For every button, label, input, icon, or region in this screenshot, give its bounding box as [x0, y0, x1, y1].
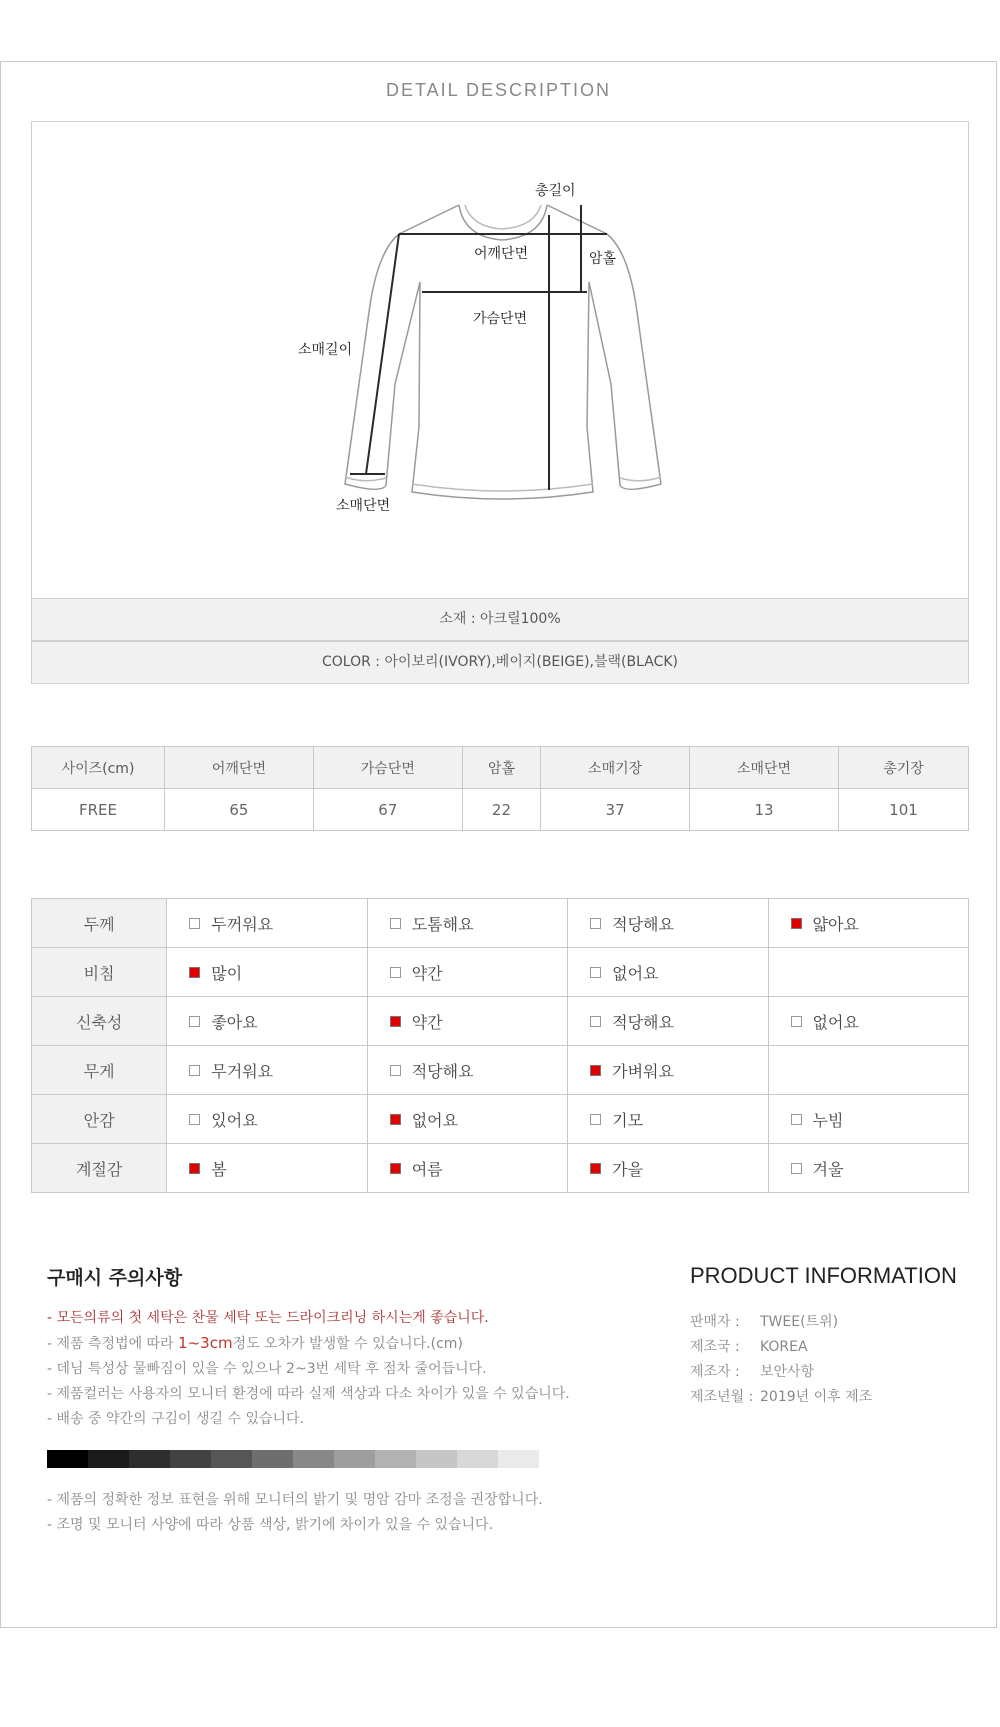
- feature-option: [167, 1095, 367, 1144]
- notice-line: - 데님 특성상 물빠짐이 있을 수 있으나 2~3번 세탁 후 점차 줄어듭니다.: [47, 1361, 487, 1377]
- size-cell: FREE: [32, 789, 165, 831]
- feature-option: [167, 997, 367, 1046]
- size-cell: 101: [839, 789, 969, 831]
- feature-option: [167, 899, 367, 948]
- feature-label: 비침: [32, 948, 167, 997]
- notice-title: 구매시 주의사항: [47, 1267, 183, 1289]
- notice-line: - 모든의류의 첫 세탁은 찬물 세탁 또는 드라이크리닝 하시는게 좋습니다.: [47, 1310, 489, 1326]
- checked-box-icon: [390, 1114, 401, 1125]
- feature-option: [367, 1046, 567, 1095]
- gray-swatch: [129, 1450, 170, 1468]
- feature-option: [167, 1144, 367, 1193]
- table-row: [32, 997, 969, 1046]
- feature-option: [768, 997, 968, 1046]
- feature-option-label: 없어요: [612, 963, 659, 983]
- info-key: 제조년월 :: [690, 1389, 754, 1405]
- sweater-diagram: [32, 122, 968, 598]
- notice-line: [47, 1331, 570, 1357]
- feature-option-label: 적당해요: [612, 1012, 674, 1032]
- unchecked-box-icon: [791, 1114, 802, 1125]
- info-value: 보안사항: [760, 1364, 815, 1380]
- feature-option-label: 없어요: [812, 1012, 859, 1032]
- product-info-item: [690, 1385, 872, 1410]
- gray-swatch: [88, 1450, 129, 1468]
- feature-option-label: 가벼워요: [612, 1061, 674, 1081]
- size-header-cell: 총기장: [839, 747, 969, 789]
- feature-option-label: 무거워요: [211, 1061, 274, 1081]
- info-value: 2019년 이후 제조: [760, 1389, 873, 1405]
- feature-option-label: 겨울: [812, 1159, 844, 1179]
- feature-option-label: 많이: [211, 963, 243, 983]
- feature-option: [768, 1046, 968, 1095]
- size-diagram: [31, 121, 969, 599]
- gray-swatch: [498, 1450, 539, 1468]
- label-shoulder: 어깨단면: [474, 246, 529, 262]
- feature-option: [768, 948, 968, 997]
- feature-option-label: 적당해요: [411, 1061, 474, 1081]
- feature-label: 안감: [32, 1095, 167, 1144]
- feature-option: [768, 1095, 968, 1144]
- unchecked-box-icon: [390, 1065, 401, 1076]
- notice-text: 정도 오차가 발생할 수 있습니다.(cm): [232, 1336, 463, 1352]
- feature-table: [31, 898, 969, 1193]
- feature-option-label: 있어요: [211, 1110, 258, 1130]
- feature-option-label: 적당해요: [612, 914, 674, 934]
- info-value: KOREA: [760, 1339, 808, 1355]
- unchecked-box-icon: [590, 967, 601, 978]
- info-value: TWEE(트위): [760, 1314, 839, 1330]
- unchecked-box-icon: [390, 918, 401, 929]
- feature-label: 신축성: [32, 997, 167, 1046]
- notice-list: [47, 1306, 570, 1432]
- checked-box-icon: [590, 1065, 601, 1076]
- feature-option-label: 누빔: [812, 1110, 844, 1130]
- detail-title: DETAIL DESCRIPTION: [385, 80, 612, 100]
- gray-swatch: [211, 1450, 252, 1468]
- feature-option: [568, 899, 768, 948]
- size-cell: 37: [541, 789, 690, 831]
- notice-line: - 제품컬러는 사용자의 모니터 환경에 따라 실제 색상과 다소 차이가 있을 수 있습니다.: [47, 1386, 570, 1402]
- gray-swatch: [170, 1450, 211, 1468]
- size-cell: 13: [690, 789, 839, 831]
- unchecked-box-icon: [189, 1114, 200, 1125]
- checked-box-icon: [189, 967, 200, 978]
- gray-swatch: [47, 1450, 88, 1468]
- unchecked-box-icon: [590, 1016, 601, 1027]
- info-key: 판매자 :: [690, 1314, 740, 1330]
- table-row: [32, 948, 969, 997]
- size-header-cell: 소매단면: [690, 747, 839, 789]
- product-info-item: [690, 1310, 872, 1335]
- size-cell: 22: [462, 789, 540, 831]
- feature-option: [568, 948, 768, 997]
- color-row: COLOR : 아이보리(IVORY),베이지(BEIGE),블랙(BLACK): [31, 641, 969, 684]
- feature-option: [367, 1095, 567, 1144]
- notice-line: - 조명 및 모니터 사양에 따라 상품 색상, 밝기에 차이가 있을 수 있습니다.: [47, 1517, 494, 1533]
- gray-swatch: [375, 1450, 416, 1468]
- feature-option-label: 봄: [211, 1159, 227, 1179]
- size-header-cell: 어깨단면: [165, 747, 314, 789]
- feature-option-label: 두꺼워요: [211, 914, 274, 934]
- feature-option: [568, 1144, 768, 1193]
- monitor-notice: [47, 1488, 543, 1538]
- gray-swatch: [416, 1450, 457, 1468]
- feature-option: [568, 1046, 768, 1095]
- feature-option-label: 약간: [411, 963, 443, 983]
- checked-box-icon: [791, 918, 802, 929]
- gray-swatch: [334, 1450, 375, 1468]
- label-sleeve-width: 소매단면: [336, 498, 391, 514]
- feature-option: [568, 1095, 768, 1144]
- table-row: [32, 899, 969, 948]
- label-total-length: 총길이: [535, 183, 576, 199]
- size-table: [31, 746, 969, 831]
- unchecked-box-icon: [189, 918, 200, 929]
- feature-option: [768, 1144, 968, 1193]
- gray-swatch: [252, 1450, 293, 1468]
- size-cell: 67: [313, 789, 462, 831]
- unchecked-box-icon: [189, 1065, 200, 1076]
- gray-swatch: [457, 1450, 498, 1468]
- size-header-cell: 소매기장: [541, 747, 690, 789]
- feature-option: [167, 948, 367, 997]
- checked-box-icon: [590, 1163, 601, 1174]
- size-header-cell: 사이즈(cm): [32, 747, 165, 789]
- product-info-item: [690, 1360, 872, 1385]
- feature-label: 두께: [32, 899, 167, 948]
- unchecked-box-icon: [189, 1016, 200, 1027]
- feature-option-label: 없어요: [411, 1110, 459, 1130]
- size-header-cell: 가슴단면: [313, 747, 462, 789]
- unchecked-box-icon: [791, 1163, 802, 1174]
- notice-text: - 제품 측정법에 따라: [47, 1336, 179, 1352]
- gray-scale-bar: [47, 1450, 539, 1468]
- gray-swatch: [293, 1450, 334, 1468]
- notice-line: - 제품의 정확한 정보 표현을 위해 모니터의 밝기 및 명암 감마 조정을 권장합니다.: [47, 1492, 543, 1508]
- size-cell: 65: [165, 789, 314, 831]
- unchecked-box-icon: [590, 1114, 601, 1125]
- checked-box-icon: [390, 1016, 401, 1027]
- size-table-header: [32, 747, 969, 789]
- table-row: [32, 1095, 969, 1144]
- feature-option: [367, 948, 567, 997]
- feature-label: 무게: [32, 1046, 167, 1095]
- label-sleeve-length: 소매길이: [298, 342, 353, 358]
- checked-box-icon: [189, 1163, 200, 1174]
- feature-label: 계절감: [32, 1144, 167, 1193]
- product-info-item: [690, 1335, 872, 1360]
- feature-option-label: 얇아요: [812, 914, 859, 934]
- unchecked-box-icon: [390, 967, 401, 978]
- product-info-title: PRODUCT INFORMATION: [690, 1263, 957, 1288]
- material-row: 소재 : 아크릴100%: [31, 598, 969, 641]
- table-row: [32, 789, 969, 831]
- table-row: [32, 1046, 969, 1095]
- size-header-cell: 암홀: [462, 747, 540, 789]
- feature-option: [367, 1144, 567, 1193]
- feature-option-label: 좋아요: [211, 1012, 258, 1032]
- table-row: [32, 1144, 969, 1193]
- feature-option: [768, 899, 968, 948]
- notice-line: - 배송 중 약간의 구김이 생길 수 있습니다.: [47, 1411, 305, 1427]
- label-armhole: 암홀: [589, 251, 617, 267]
- feature-option-label: 가을: [612, 1159, 644, 1179]
- feature-option-label: 도톰해요: [411, 914, 474, 934]
- feature-option: [367, 997, 567, 1046]
- feature-option: [167, 1046, 367, 1095]
- feature-option-label: 여름: [411, 1159, 443, 1179]
- info-key: 제조자 :: [690, 1364, 740, 1380]
- info-key: 제조국 :: [690, 1339, 740, 1355]
- feature-option-label: 약간: [411, 1012, 443, 1032]
- feature-option: [367, 899, 567, 948]
- unchecked-box-icon: [590, 918, 601, 929]
- unchecked-box-icon: [791, 1016, 802, 1027]
- feature-option: [568, 997, 768, 1046]
- product-info-list: [690, 1310, 872, 1410]
- feature-option-label: 기모: [612, 1110, 644, 1130]
- checked-box-icon: [390, 1163, 401, 1174]
- label-chest: 가슴단면: [473, 311, 528, 327]
- notice-highlight: 1~3cm: [178, 1334, 233, 1352]
